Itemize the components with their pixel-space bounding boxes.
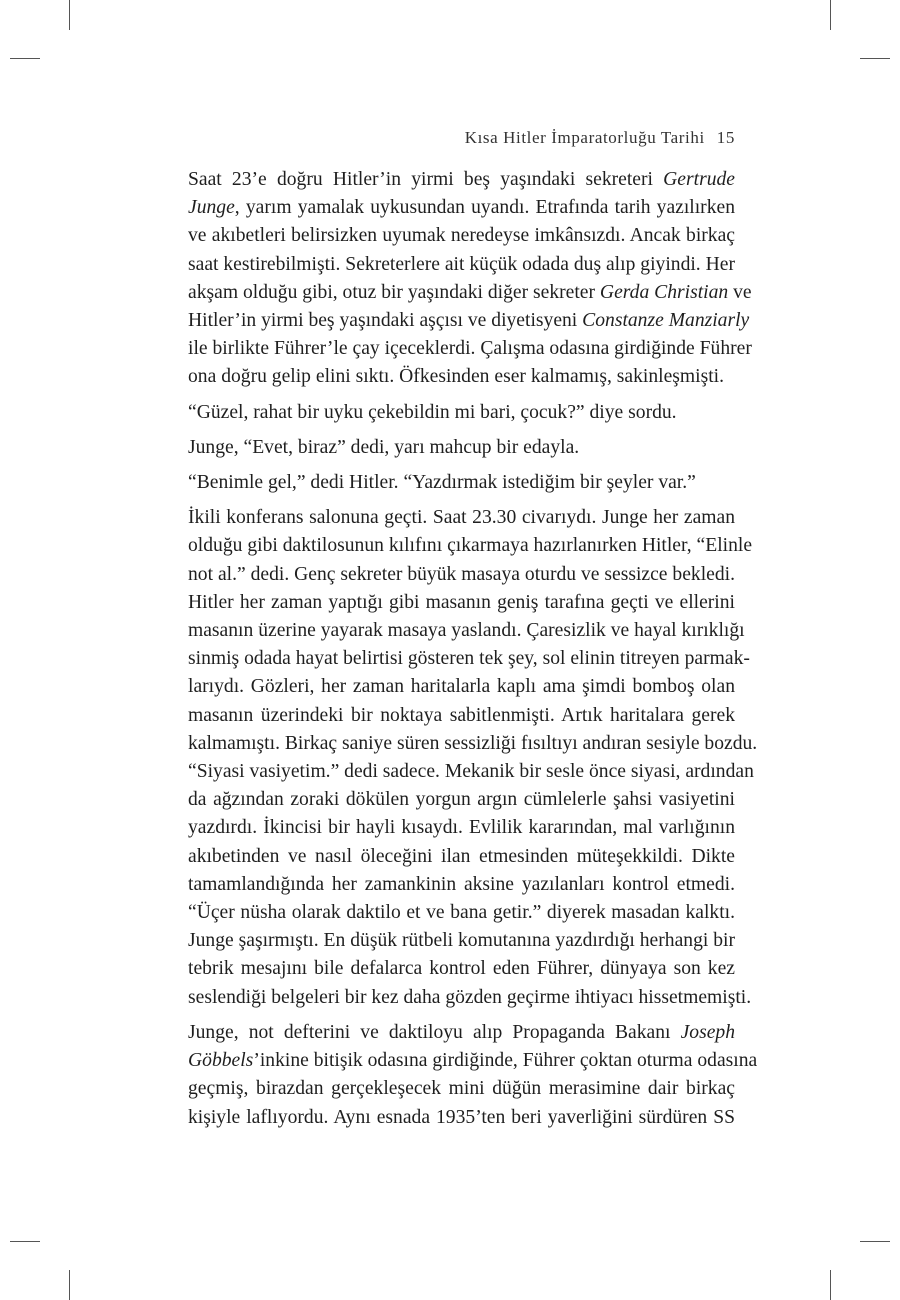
text-line: kalmamıştı. Birkaç saniye süren sessizliği fısıltıyı andıran sesiyle bozdu. [188, 732, 758, 754]
text-line: “Güzel, rahat bir uyku çekebildin mi bari, çocuk?” diye sordu. [188, 401, 677, 423]
crop-mark [830, 0, 831, 30]
paragraph [167, 504, 758, 1012]
text-line: yazdırdı. İkincisi bir hayli kısaydı. Evlilik kararından, mal varlığının [188, 817, 735, 839]
text-line: tamamlandığında her zamankinin aksine yazılanları kontrol etmedi. [188, 873, 735, 895]
paragraph [167, 399, 735, 427]
crop-mark [69, 1270, 70, 1300]
text-line: “Benimle gel,” dedi Hitler. “Yazdırmak istediğim bir şeyler var.” [188, 472, 696, 494]
running-title: Kısa Hitler İmparatorluğu Tarihi [464, 128, 705, 147]
text-line: Hitler her zaman yaptığı gibi masanın geniş tarafına geçti ve ellerini [188, 591, 735, 613]
text-line: Junge, “Evet, biraz” dedi, yarı mahcup bir edayla. [188, 436, 580, 458]
text-line: ona doğru gelip elini sıktı. Öfkesinden eser kalmamış, sakinleşmişti. [188, 366, 725, 388]
italic-name: Junge [188, 197, 235, 219]
crop-mark [860, 1241, 890, 1242]
text-line: masanın üzerindeki bir noktaya sabitlenmişti. Artık haritalara gerek [188, 704, 735, 726]
text-line: Junge, not defterini ve daktiloyu alıp Propaganda Bakanı Joseph [188, 1021, 735, 1043]
text-line: akıbetinden ve nasıl öleceğini ilan etmesinden müteşekkildi. Dikte [188, 845, 735, 867]
text-line: masanın üzerine yayarak masaya yaslandı. Çaresizlik ve hayal kırıklığı [188, 620, 745, 642]
crop-mark [69, 0, 70, 30]
paragraph [167, 1019, 758, 1132]
text-line: Göbbels’inkine bitişik odasına girdiğinde, Führer çoktan oturma odasına [188, 1050, 758, 1072]
italic-name: Joseph [680, 1021, 735, 1043]
text-line: sinmiş odada hayat belirtisi gösteren tek şey, sol elinin titreyen parmak- [188, 648, 750, 670]
text-line: kişiyle laflıyordu. Aynı esnada 1935’ten beri yaverliğini sürdüren SS [188, 1106, 735, 1128]
text-line: da ağzından zoraki dökülen yorgun argın cümlelerle şahsi vasiyetini [188, 789, 735, 811]
crop-mark [830, 1270, 831, 1300]
italic-name: Gertrude [663, 169, 735, 190]
text-line: İkili konferans salonuna geçti. Saat 23.30 civarıydı. Junge her zaman [188, 507, 735, 529]
text-line: saat kestirebilmişti. Sekreterlere ait küçük odada duş alıp giyindi. Her [188, 253, 735, 275]
text-line: “Siyasi vasiyetim.” dedi sadece. Mekanik bir sesle önce siyasi, ardından [188, 761, 754, 783]
text-line: ve akıbetleri belirsizken uyumak neredeyse imkânsızdı. Ancak birkaç [188, 225, 735, 247]
text-line: ile birlikte Führer’le çay içeceklerdi. Çalışma odasına girdiğinde Führer [188, 338, 752, 360]
italic-name: Gerda Christian [599, 281, 729, 303]
running-header [167, 128, 735, 148]
paragraph [167, 434, 735, 462]
paragraph [167, 166, 752, 392]
text-line: “Üçer nüsha olarak daktilo et ve bana getir.” diyerek masadan kalktı. [188, 902, 735, 924]
paragraph [167, 469, 735, 497]
text-line: larıydı. Gözleri, her zaman haritalarla kaplı ama şimdi bomboş olan [188, 676, 735, 698]
text-line: olduğu gibi daktilosunun kılıfını çıkarmaya hazırlanırken Hitler, “Elinle [188, 535, 753, 557]
text-line: Saat 23’e doğru Hitler’in yirmi beş yaşındaki sekreteri Gertrude [188, 169, 735, 190]
crop-mark [860, 58, 890, 59]
text-line: Junge, yarım yamalak uykusundan uyandı. Etrafında tarih yazılırken [188, 197, 735, 219]
text-line: seslendiği belgeleri bir kez daha gözden geçirme ihtiyacı hissetmemişti. [188, 986, 752, 1008]
text-line: Hitler’in yirmi beş yaşındaki aşçısı ve diyetisyeni Constanze Manziarly [188, 310, 750, 332]
italic-name: Constanze Manziarly [582, 310, 750, 332]
text-line: not al.” dedi. Genç sekreter büyük masaya oturdu ve sessizce bekledi. [188, 563, 735, 585]
crop-mark [10, 58, 40, 59]
text-line: Junge şaşırmıştı. En düşük rütbeli komutanına yazdırdığı herhangi bir [188, 930, 735, 952]
text-line: akşam olduğu gibi, otuz bir yaşındaki diğer sekreter Gerda Christian ve [188, 281, 752, 303]
italic-name: Göbbels [188, 1050, 254, 1072]
text-line: tebrik mesajını bile defalarca kontrol eden Führer, dünyaya son kez [188, 958, 735, 980]
body-text [167, 166, 758, 1132]
text-line: geçmiş, birazdan gerçekleşecek mini düğün merasimine dair birkaç [188, 1078, 735, 1100]
crop-mark [10, 1241, 40, 1242]
page-number: 15 [716, 128, 735, 147]
